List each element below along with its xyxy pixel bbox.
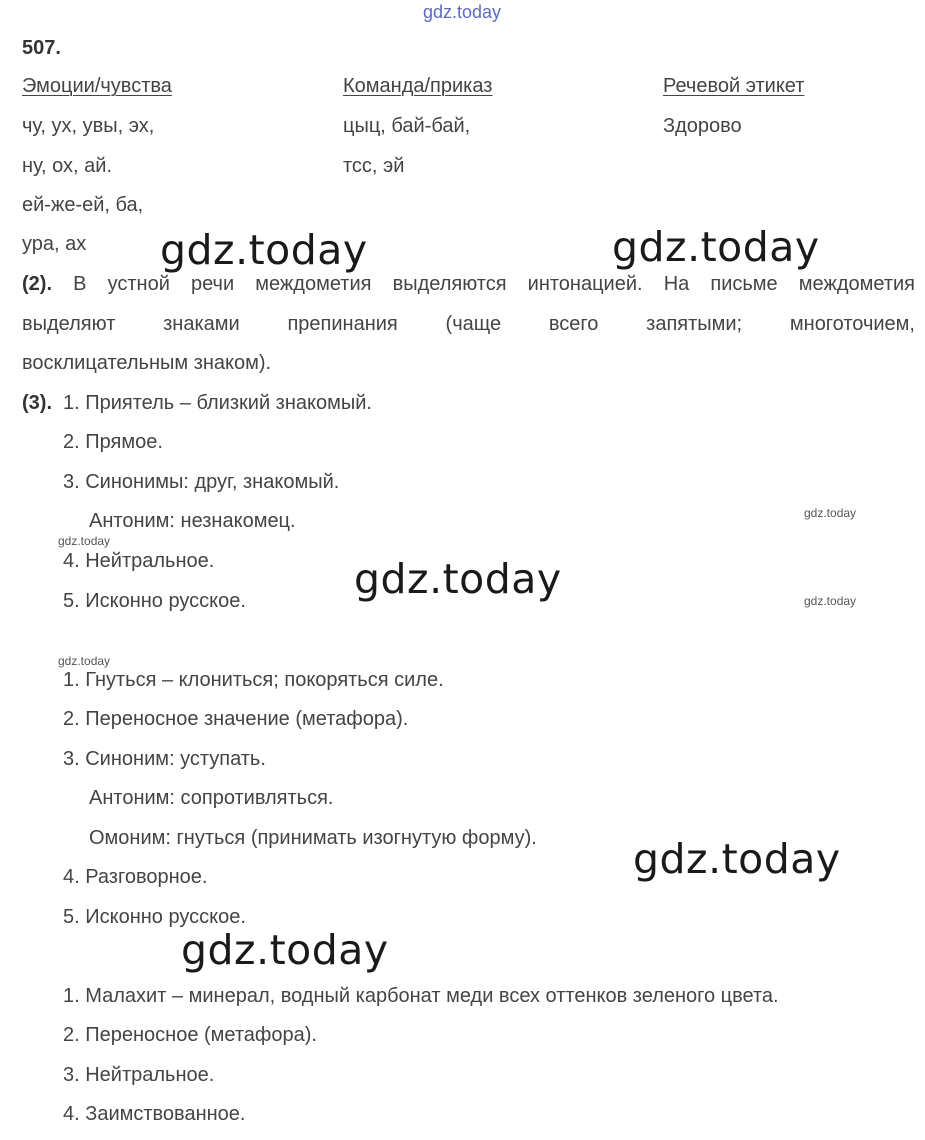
block2-item-4: 4. Разговорное. [63, 866, 208, 888]
watermark-small-4: gdz.today [58, 654, 111, 668]
commands-row-1: цыц, бай-бай, [343, 115, 471, 137]
part2-line-1 [22, 272, 915, 296]
watermark-top: gdz.today [423, 2, 502, 22]
block3-item-4: 4. Заимствованное. [63, 1103, 246, 1125]
block2-item-5: 5. Исконно русское. [63, 906, 246, 928]
watermark-small-2: gdz.today [58, 534, 111, 548]
emotions-row-3: ей-же-ей, ба, [22, 194, 144, 216]
watermark-big-2: gdz.today [612, 223, 820, 271]
block1-item-2: 2. Прямое. [63, 431, 163, 453]
block1-item-5: 5. Исконно русское. [63, 590, 246, 612]
exercise-number: 507. [22, 37, 61, 59]
block1-item-4: 4. Нейтральное. [63, 550, 215, 572]
header-etiquette: Речевой этикет [663, 75, 805, 97]
block2-homonym: Омоним: гнуться (принимать изогнутую форму). [89, 827, 537, 849]
block3-item-1: 1. Малахит – минерал, водный карбонат меди всех оттенков зеленого цвета. [63, 985, 779, 1007]
header-emotions: Эмоции/чувства [22, 75, 172, 97]
watermark-big-4: gdz.today [633, 835, 841, 883]
header-commands: Команда/приказ [343, 75, 493, 97]
watermark-small-3: gdz.today [804, 594, 857, 608]
watermark-big-3: gdz.today [354, 555, 562, 603]
commands-row-2: тсс, эй [343, 155, 405, 177]
part3-marker: (3). [22, 392, 52, 414]
etiquette-row-1: Здорово [663, 115, 742, 137]
watermark-big-5: gdz.today [181, 926, 389, 974]
block1-item-3: 3. Синонимы: друг, знакомый. [63, 471, 340, 493]
emotions-row-2: ну, ох, ай. [22, 155, 113, 177]
block1-antonym: Антоним: незнакомец. [89, 510, 296, 532]
block3-item-2: 2. Переносное (метафора). [63, 1024, 317, 1046]
block2-item-2: 2. Переносное значение (метафора). [63, 708, 409, 730]
block2-item-1: 1. Гнуться – клониться; покоряться силе. [63, 669, 444, 691]
watermark-small-1: gdz.today [804, 506, 857, 520]
emotions-row-1: чу, ух, увы, эх, [22, 115, 155, 137]
block3-item-3: 3. Нейтральное. [63, 1064, 215, 1086]
emotions-row-4: ура, ах [22, 233, 87, 255]
part2-line-3: восклицательным знаком). [22, 352, 272, 374]
part2-line-2: выделяют знаками препинания (чаще всего запятыми; многоточием, [22, 313, 915, 335]
block2-antonym: Антоним: сопротивляться. [89, 787, 334, 809]
block1-item-1: 1. Приятель – близкий знакомый. [63, 392, 372, 414]
part2-marker: (2). [22, 273, 52, 295]
block2-item-3: 3. Синоним: уступать. [63, 748, 266, 770]
watermark-big-1: gdz.today [160, 226, 368, 274]
part2-line-1-text: В устной речи междометия выделяются интонацией. На письме междометия [73, 273, 915, 295]
